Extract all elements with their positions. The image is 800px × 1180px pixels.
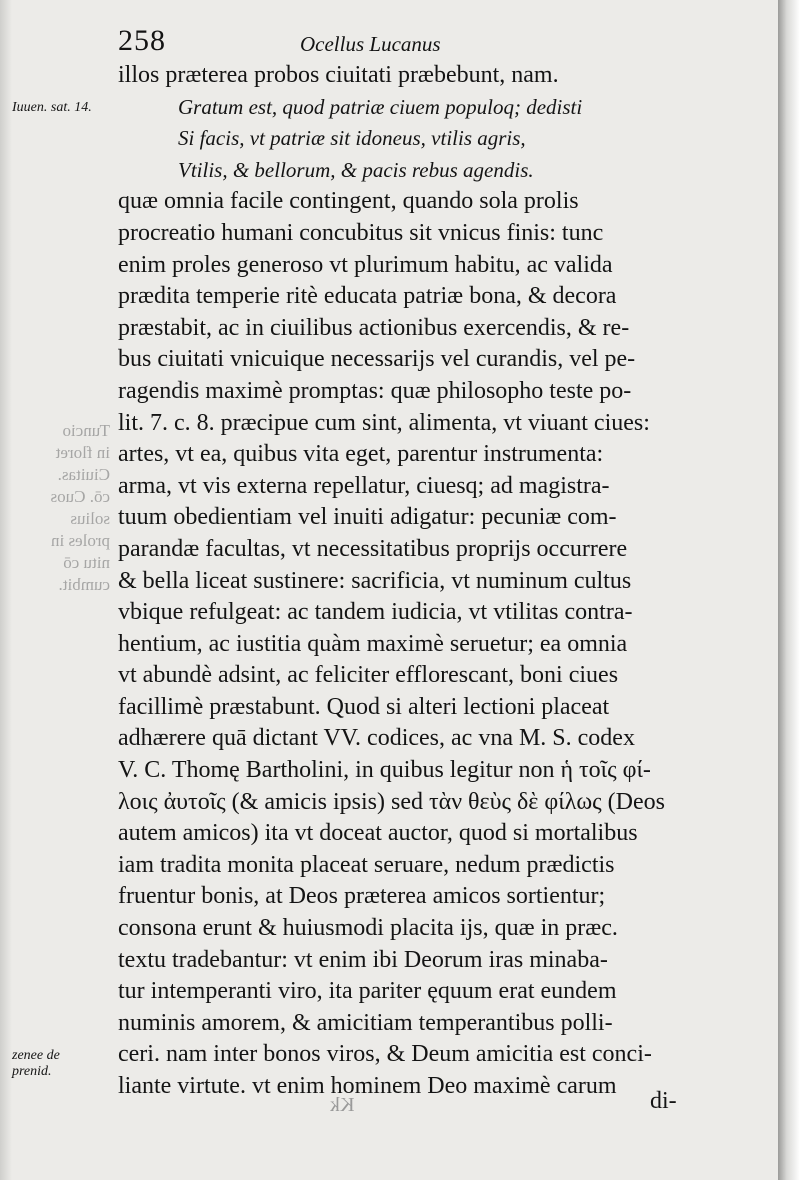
text-line: quæ omnia facile contingent, quando sola prolis (118, 188, 579, 215)
text-line: vt abundè adsint, ac feliciter efflorescant, boni ciues (118, 662, 619, 689)
text-line: adhærere quā dictant VV. codices, ac vna M. S. codex (118, 725, 635, 752)
text-line: artes, vt ea, quibus vita eget, parentur instrumenta: (118, 441, 604, 468)
text-line: Si facis, vt patriæ sit idoneus, vtilis agris, (178, 126, 526, 151)
signature-bleed: Kk (330, 1094, 355, 1116)
text-line: facillimè præstabunt. Quod si alteri lectioni placeat (118, 693, 610, 720)
text-line: iam tradita monita placeat seruare, nedum prædictis (118, 851, 615, 878)
bleed-line: Ciuitas. (57, 465, 110, 484)
page-header (118, 24, 678, 60)
margin-note: Iuuen. sat. 14. (12, 100, 92, 115)
bleed-line: proles in (50, 531, 110, 550)
bleed-line: in floret (55, 443, 110, 462)
text-line: parandæ facultas, vt necessitatibus proprijs occurrere (118, 535, 628, 562)
text-line: fruentur bonis, at Deos præterea amicos sortientur; (118, 883, 606, 910)
text-line: & bella liceat sustinere: sacrificia, vt numinum cultus (118, 567, 632, 594)
margin-note: zenee de prenid. (12, 1048, 60, 1079)
bleed-line: nitu cō (63, 553, 110, 572)
text-line: ceri. nam inter bonos viros, & Deum amicitia est conci- (118, 1041, 652, 1068)
text-line: arma, vt vis externa repellatur, ciuesq; ad magistra- (118, 472, 610, 499)
text-line: lit. 7. c. 8. præcipue cum sint, alimenta, vt viuant ciues: (118, 409, 650, 436)
text-line: consona erunt & huiusmodi placita ijs, quæ in præc. (118, 915, 618, 942)
text-line: tuum obedientiam vel inuiti adigatur: pecuniæ com- (118, 504, 617, 531)
bleed-line: Tuncio (62, 421, 110, 440)
bleed-line: cō. Cuos (50, 487, 110, 506)
text-line: liante virtute. vt enim hominem Deo maximè carum (118, 1073, 617, 1099)
running-head: Ocellus Lucanus (300, 32, 441, 56)
bleed-through-text (0, 420, 110, 596)
text-line: tur intemperanti viro, ita pariter ęquum erat eundem (118, 978, 617, 1005)
text-line: ragendis maximè promptas: quæ philosopho teste po- (118, 377, 632, 404)
bleed-line: cumbit. (58, 575, 110, 594)
body-text (118, 60, 678, 1103)
text-line: V. C. Thomę Bartholini, in quibus legitur non ἡ τοῖς φί- (118, 757, 651, 784)
bleed-line: solius (70, 509, 110, 528)
text-line: λοις ἀυτοῖς (& amicis ipsis) sed τὰν θεὺς δὲ φίλως (Deos (118, 788, 665, 815)
catchword: di- (650, 1088, 677, 1114)
text-line: procreatio humani concubitus sit vnicus finis: tunc (118, 219, 604, 246)
text-line: autem amicos) ita vt doceat auctor, quod si mortalibus (118, 820, 638, 847)
text-line: bus ciuitati vnicuique necessarijs vel curandis, vel pe- (118, 346, 636, 373)
text-line: Gratum est, quod patriæ ciuem populoq; dedisti (178, 94, 583, 119)
text-line: prædita temperie ritè educata patriæ bona, & decora (118, 283, 617, 310)
text-line: vbique refulgeat: ac tandem iudicia, vt vtilitas contra- (118, 599, 633, 626)
text-line: hentium, ac iustitia quàm maximè seruetur; ea omnia (118, 630, 628, 657)
text-line: textu tradebantur: vt enim ibi Deorum iras minaba- (118, 946, 608, 973)
text-line: præstabit, ac in ciuilibus actionibus exercendis, & re- (118, 314, 630, 341)
text-line: Vtilis, & bellorum, & pacis rebus agendis. (178, 157, 534, 182)
text-line: numinis amorem, & amicitiam temperantibus polli- (118, 1009, 613, 1036)
text-line: illos præterea probos ciuitati præbebunt, nam. (118, 62, 559, 88)
text-line: enim proles generoso vt plurimum habitu, ac valida (118, 251, 613, 278)
page-gutter (778, 0, 800, 1180)
page-number: 258 (118, 24, 166, 57)
